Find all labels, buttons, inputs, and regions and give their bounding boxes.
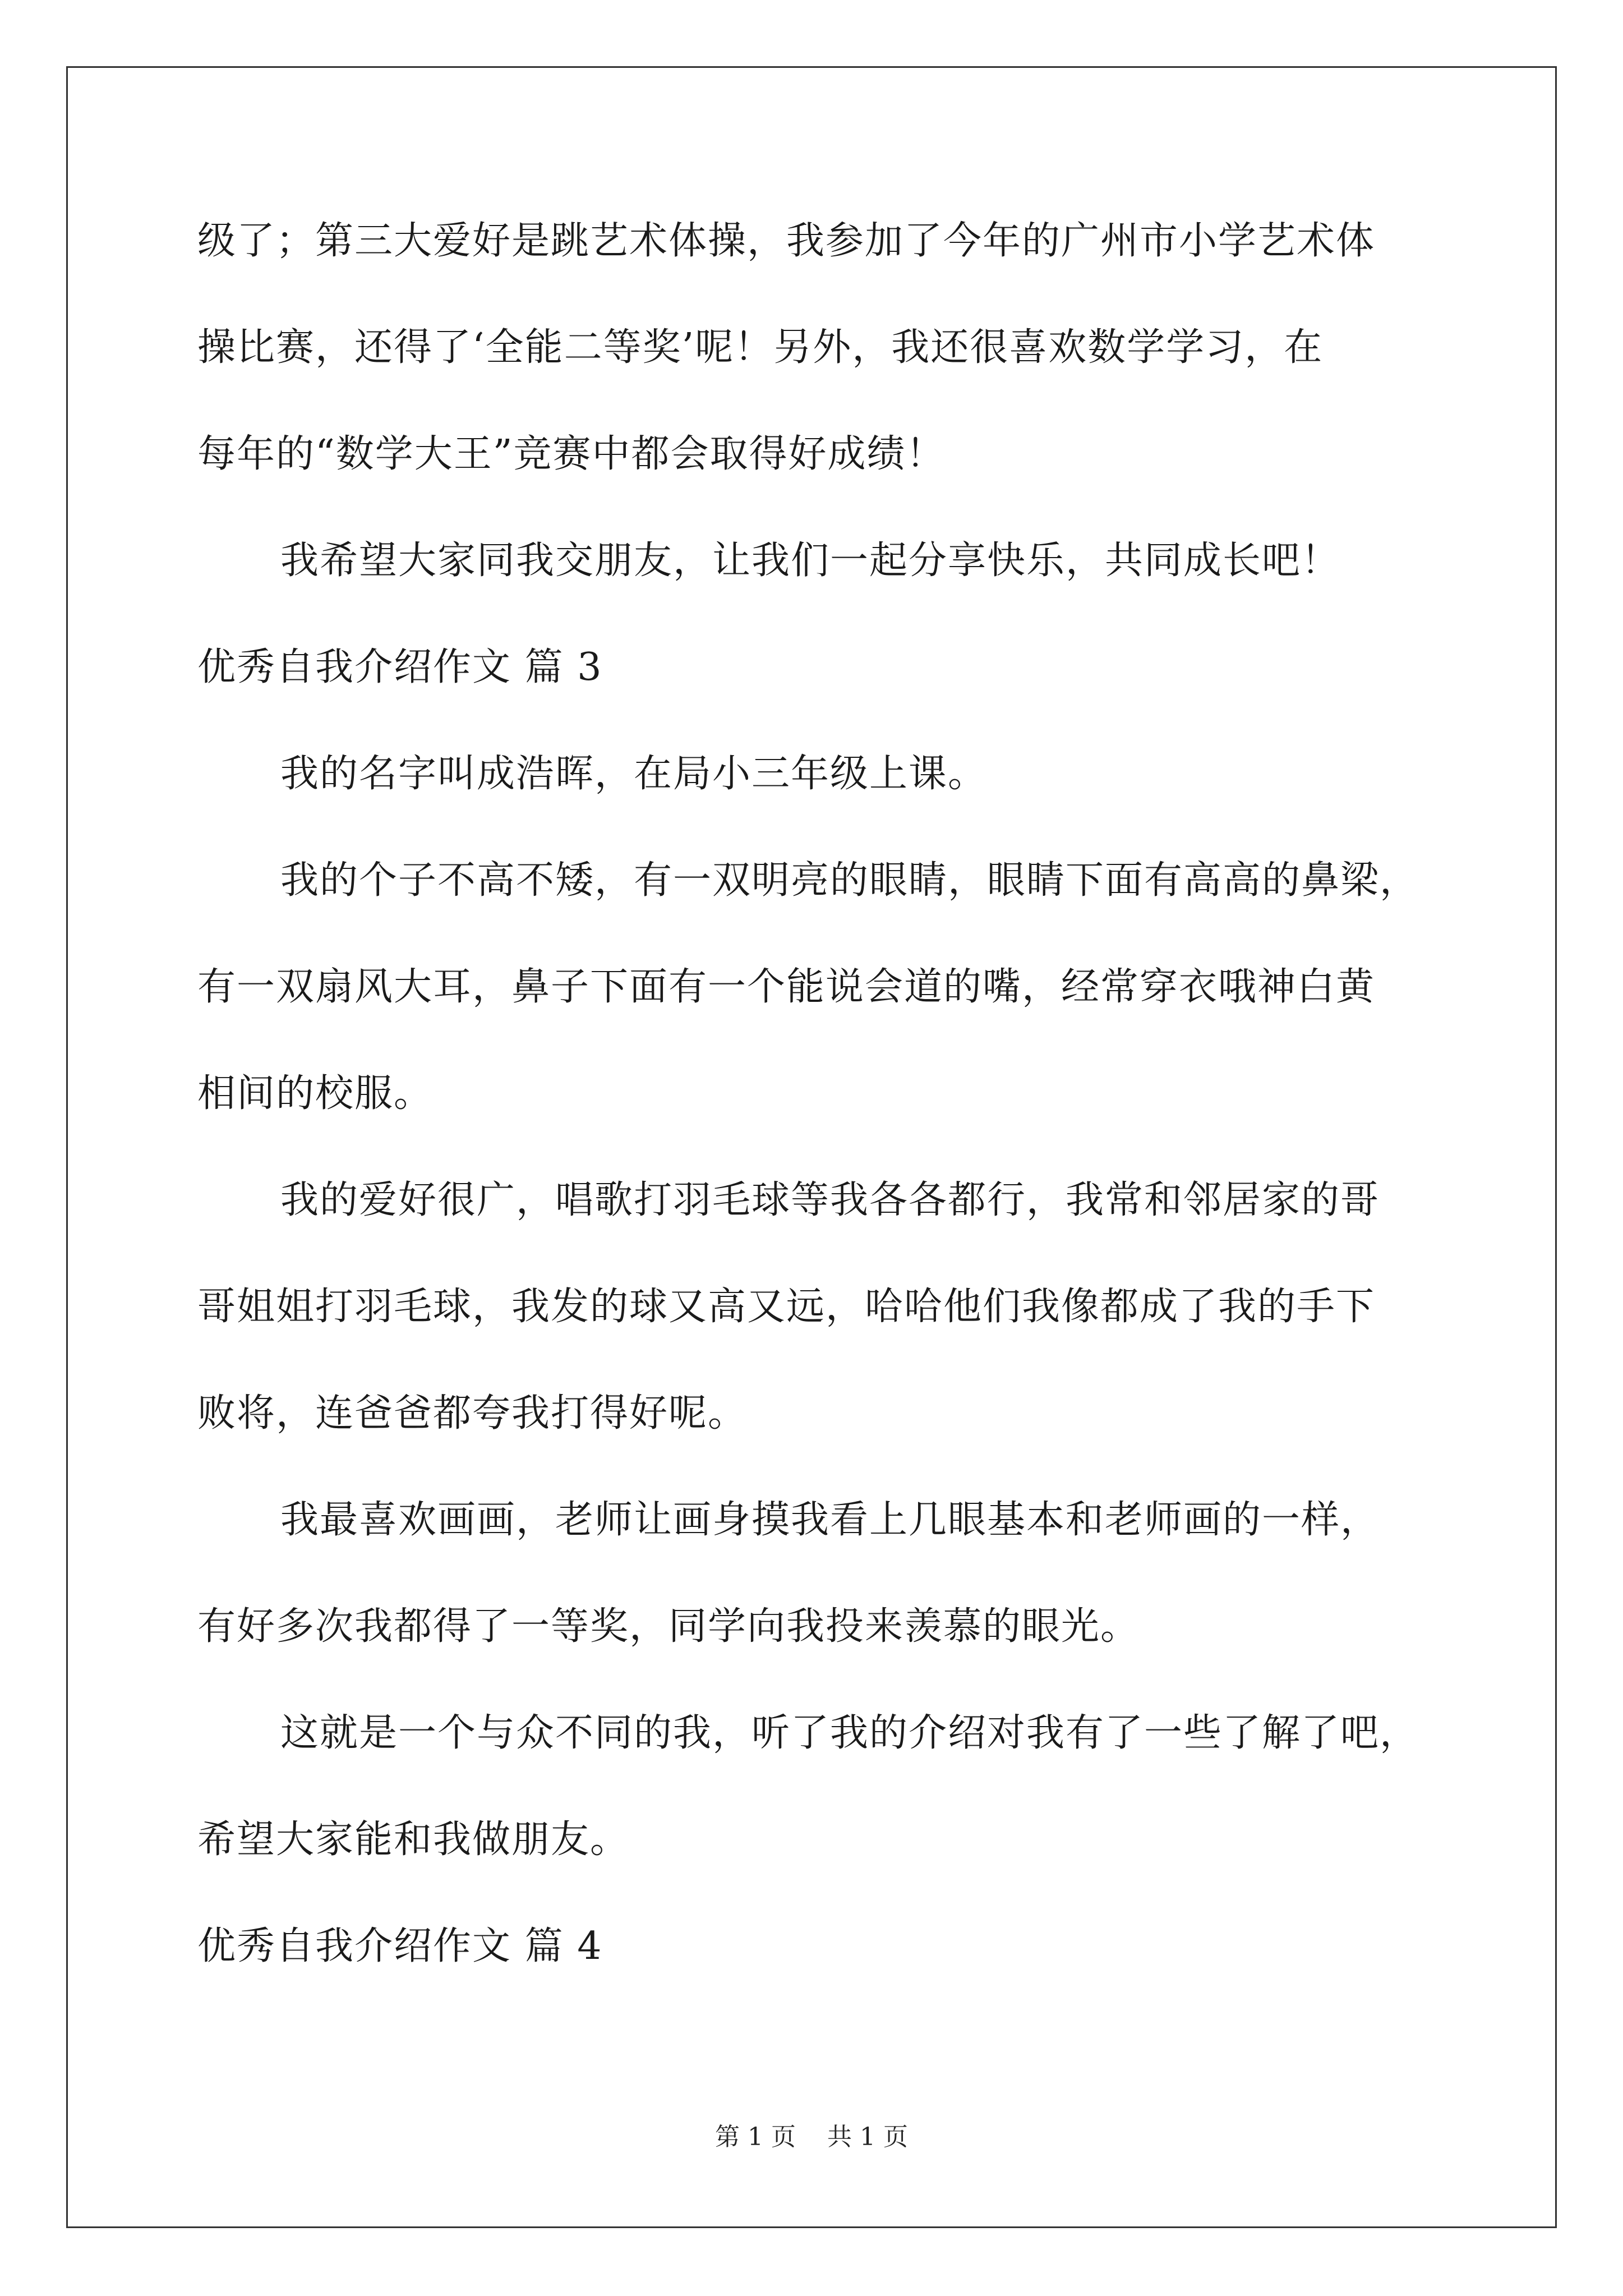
page-border	[66, 66, 1557, 2228]
paragraph-line: 败将，连爸爸都夸我打得好呢。	[197, 1391, 748, 1435]
paragraph-line: 我的名字叫成浩晖，在局小三年级上课。	[280, 752, 988, 796]
paragraph-line: 我希望大家同我交朋友，让我们一起分享快乐，共同成长吧！	[280, 539, 1341, 583]
section-heading: 优秀自我介绍作文 篇 3	[197, 645, 603, 689]
paragraph-line: 相间的校服。	[197, 1071, 434, 1116]
paragraph-line: 操比赛，还得了‘全能二等奖’呢！另外，我还很喜欢数学学习，在	[197, 325, 1324, 370]
page-total: 共 1 页	[827, 2123, 908, 2151]
paragraph-line: 哥姐姐打羽毛球，我发的球又高又远，哈哈他们我像都成了我的手下	[197, 1285, 1376, 1329]
page-number: 第 1 页	[715, 2123, 796, 2151]
paragraph-line: 我的个子不高不矮，有一双明亮的眼睛，眼睛下面有高高的鼻梁，	[280, 858, 1419, 903]
paragraph-line: 有一双扇风大耳，鼻子下面有一个能说会道的嘴，经常穿衣哦神白黄	[197, 965, 1376, 1009]
paragraph-line: 希望大家能和我做朋友。	[197, 1818, 630, 1862]
page-footer	[0, 2120, 1623, 2154]
paragraph-line: 这就是一个与众不同的我，听了我的介绍对我有了一些了解了吧，	[280, 1711, 1419, 1755]
section-heading: 优秀自我介绍作文 篇 4	[197, 1924, 603, 1968]
paragraph-line: 我的爱好很广，唱歌打羽毛球等我各各都行，我常和邻居家的哥	[280, 1178, 1380, 1222]
paragraph-line: 有好多次我都得了一等奖，同学向我投来羡慕的眼光。	[197, 1604, 1140, 1649]
paragraph-line: 我最喜欢画画，老师让画身摸我看上几眼基本和老师画的一样，	[280, 1498, 1380, 1542]
paragraph-line: 级了；第三大爱好是跳艺术体操，我参加了今年的广州市小学艺术体	[197, 219, 1376, 263]
paragraph-line: 每年的“数学大王”竞赛中都会取得好成绩！	[197, 432, 946, 476]
